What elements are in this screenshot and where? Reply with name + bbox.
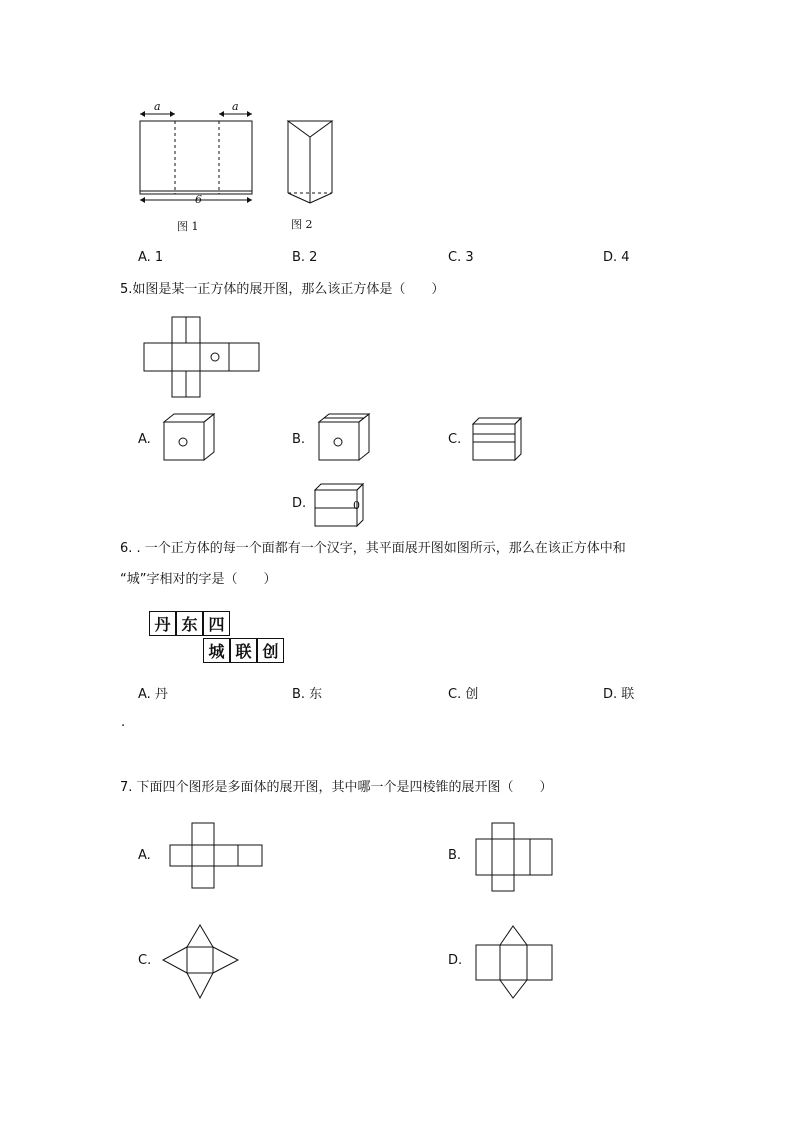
q6-option-b: B. 东 [292,687,323,702]
q5-cube-d [312,482,372,532]
q7-net-c [160,922,242,1002]
q6-cell-dong: 东 [176,611,203,636]
q6-option-a: A. 丹 [138,687,168,702]
q7-label-a: A. [138,848,151,863]
fig1-label-a-left: a [154,100,161,113]
q6-option-d: D. 联 [603,687,635,702]
q6-cell-lian: 联 [230,638,257,663]
q5-stem: 5.如图是某一正方体的展开图，那么该正方体是（ ） [120,282,445,297]
q4-option-c: C. 3 [448,250,474,265]
q5-cube-net [140,315,265,400]
q7-net-b [472,820,557,895]
q6-cell-si: 四 [203,611,230,636]
q7-stem: 7. 下面四个图形是多面体的展开图，其中哪一个是四棱锥的展开图（ ） [120,780,553,795]
q6-cell-chuang: 创 [257,638,284,663]
q6-trailing-dot: . [121,715,126,730]
fig1-caption: 图 1 [177,220,199,233]
q6-stem-line2: “城”字相对的字是（ ） [120,572,277,587]
q4-option-b: B. 2 [292,250,318,265]
q6-stem-line1: 6. . 一个正方体的每一个面都有一个汉字，其平面展开图如图所示，那么在该正方体中和 [120,541,626,556]
q5-label-b: B. [292,432,306,447]
fig2-caption: 图 2 [291,218,313,231]
q5-cube-a [160,410,220,465]
q7-net-a [165,820,265,890]
q5-label-d: D. [292,496,307,511]
q7-net-d [472,922,557,1000]
q5-label-a: A. [138,432,151,447]
q5-cube-b [315,410,375,465]
q5-label-c: C. [448,432,462,447]
q7-label-d: D. [448,953,463,968]
q6-cell-dan: 丹 [149,611,176,636]
q4-option-a: A. 1 [138,250,164,265]
q6-cell-cheng: 城 [203,638,230,663]
fig1-label-6: 6 [195,193,202,206]
q5-cube-d-mark: 0 [353,499,360,512]
q7-label-c: C. [138,953,152,968]
fig1-label-a-right: a [232,100,239,113]
q7-label-b: B. [448,848,462,863]
figure-2-prism [280,115,340,210]
q6-option-c: C. 创 [448,687,479,702]
q4-option-d: D. 4 [603,250,630,265]
q5-cube-c [470,416,530,466]
